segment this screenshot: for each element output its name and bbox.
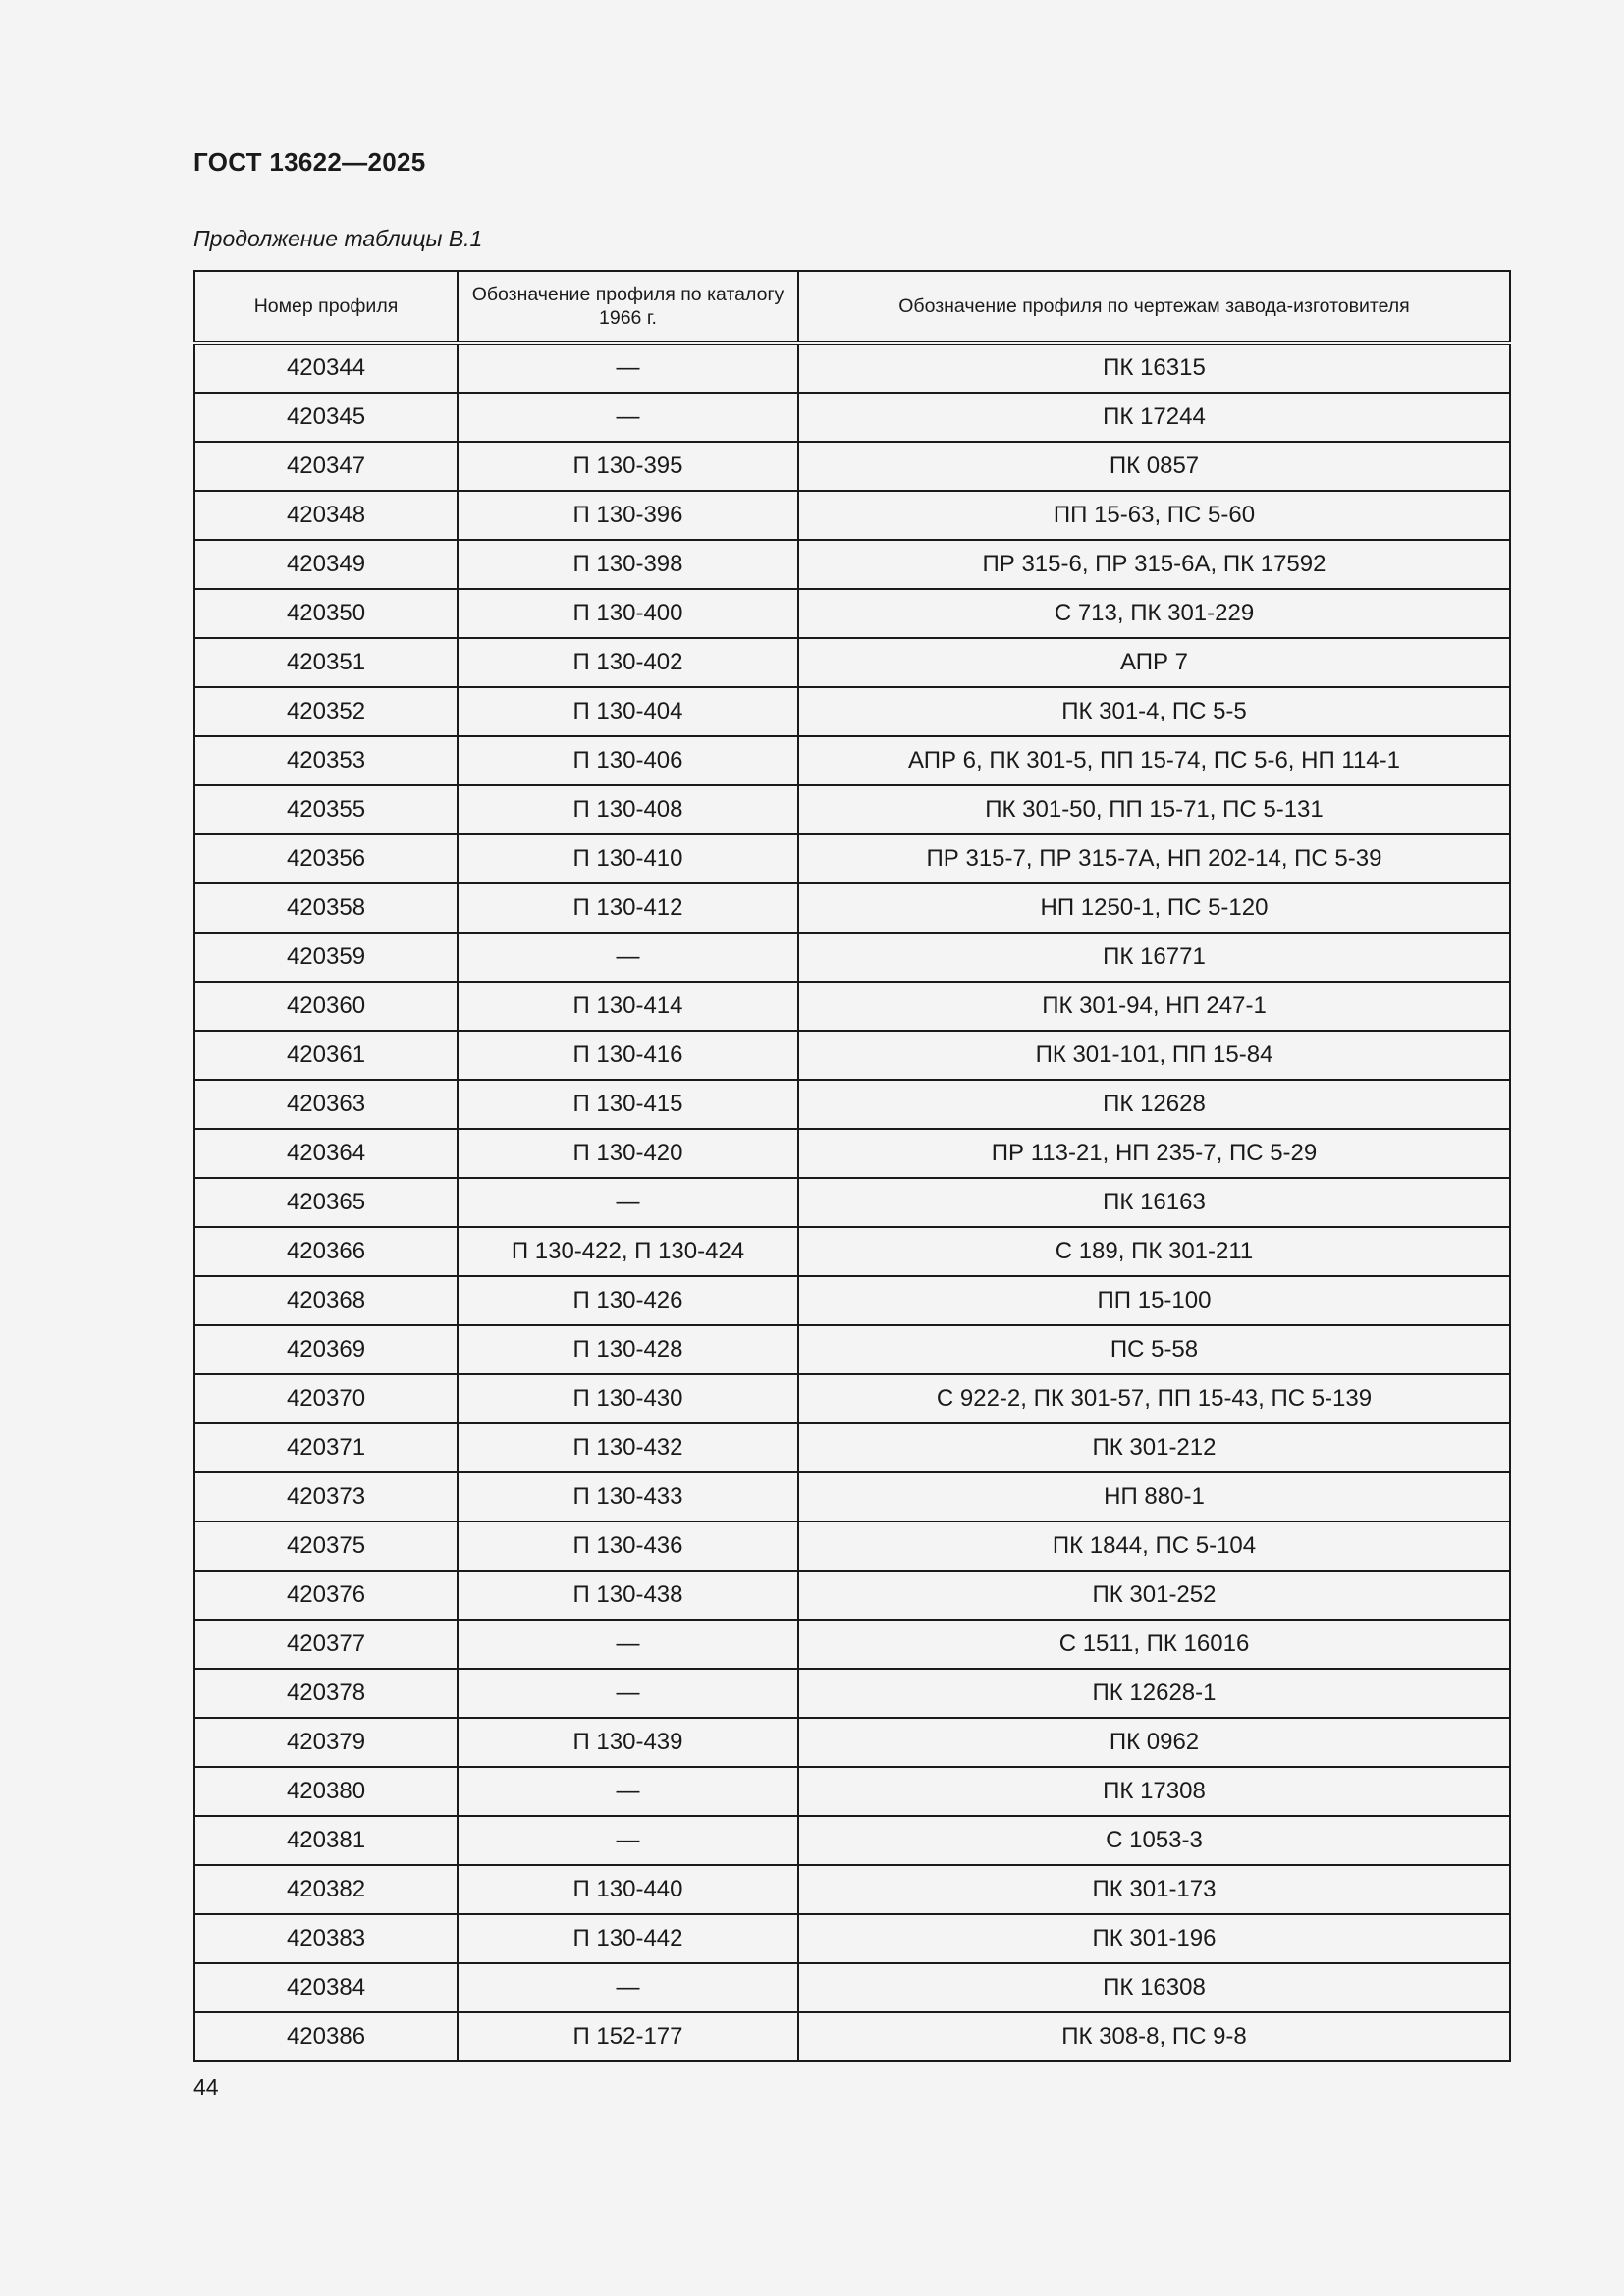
profile-number-cell: 420373: [194, 1472, 458, 1522]
factory-drawing-cell: ПК 301-173: [798, 1865, 1510, 1914]
catalog-1966-cell: П 130-396: [458, 491, 798, 540]
profile-number-cell: 420366: [194, 1227, 458, 1276]
table-row: [194, 2012, 1510, 2061]
catalog-1966-cell: —: [458, 1767, 798, 1816]
profile-number-cell: 420368: [194, 1276, 458, 1325]
factory-drawing-cell: С 1053-3: [798, 1816, 1510, 1865]
table-row: [194, 1080, 1510, 1129]
catalog-1966-cell: —: [458, 1178, 798, 1227]
profile-number-cell: 420369: [194, 1325, 458, 1374]
factory-drawing-cell: ПК 301-212: [798, 1423, 1510, 1472]
factory-drawing-cell: ПК 301-50, ПП 15-71, ПС 5-131: [798, 785, 1510, 834]
factory-drawing-cell: ПК 17308: [798, 1767, 1510, 1816]
factory-drawing-cell: ПК 301-4, ПС 5-5: [798, 687, 1510, 736]
factory-drawing-cell: АПР 7: [798, 638, 1510, 687]
table-row: [194, 589, 1510, 638]
table-row: [194, 442, 1510, 491]
profile-number-cell: 420350: [194, 589, 458, 638]
factory-drawing-cell: ПК 301-252: [798, 1571, 1510, 1620]
factory-drawing-cell: ПС 5-58: [798, 1325, 1510, 1374]
catalog-1966-cell: П 130-406: [458, 736, 798, 785]
table-row: [194, 1620, 1510, 1669]
table-row: [194, 1472, 1510, 1522]
profile-number-cell: 420344: [194, 343, 458, 393]
table-row: [194, 1227, 1510, 1276]
catalog-1966-cell: П 130-430: [458, 1374, 798, 1423]
factory-drawing-cell: ПК 16771: [798, 933, 1510, 982]
table-row: [194, 736, 1510, 785]
catalog-1966-cell: —: [458, 1816, 798, 1865]
profile-number-cell: 420380: [194, 1767, 458, 1816]
table-row: [194, 1865, 1510, 1914]
factory-drawing-cell: ПК 301-196: [798, 1914, 1510, 1963]
catalog-1966-cell: П 130-426: [458, 1276, 798, 1325]
catalog-1966-cell: П 130-436: [458, 1522, 798, 1571]
factory-drawing-cell: С 189, ПК 301-211: [798, 1227, 1510, 1276]
table-row: [194, 982, 1510, 1031]
profile-number-cell: 420384: [194, 1963, 458, 2012]
catalog-1966-cell: П 130-412: [458, 883, 798, 933]
table-row: [194, 883, 1510, 933]
catalog-1966-cell: П 130-433: [458, 1472, 798, 1522]
table-row: [194, 1374, 1510, 1423]
factory-drawing-cell: ПК 16308: [798, 1963, 1510, 2012]
profile-number-cell: 420379: [194, 1718, 458, 1767]
factory-drawing-cell: ПК 12628: [798, 1080, 1510, 1129]
factory-drawing-cell: ПК 308-8, ПС 9-8: [798, 2012, 1510, 2061]
table-row: [194, 1325, 1510, 1374]
table-header: [194, 271, 1510, 343]
table-row: [194, 1423, 1510, 1472]
catalog-1966-cell: П 130-400: [458, 589, 798, 638]
profile-number-cell: 420356: [194, 834, 458, 883]
profile-number-cell: 420386: [194, 2012, 458, 2061]
profile-number-cell: 420353: [194, 736, 458, 785]
catalog-1966-cell: П 130-440: [458, 1865, 798, 1914]
table-row: [194, 1276, 1510, 1325]
catalog-1966-cell: П 130-439: [458, 1718, 798, 1767]
header-row: [194, 271, 1510, 343]
catalog-1966-cell: П 130-416: [458, 1031, 798, 1080]
factory-drawing-cell: ПК 301-94, НП 247-1: [798, 982, 1510, 1031]
factory-drawing-cell: ПК 0962: [798, 1718, 1510, 1767]
catalog-1966-cell: П 130-408: [458, 785, 798, 834]
table-row: [194, 491, 1510, 540]
table-row: [194, 1767, 1510, 1816]
catalog-1966-cell: —: [458, 343, 798, 393]
table-body: [194, 343, 1510, 2061]
table-row: [194, 343, 1510, 393]
profile-number-cell: 420360: [194, 982, 458, 1031]
profile-number-cell: 420376: [194, 1571, 458, 1620]
catalog-1966-cell: —: [458, 1669, 798, 1718]
catalog-1966-cell: П 130-422, П 130-424: [458, 1227, 798, 1276]
factory-drawing-cell: ПР 315-7, ПР 315-7А, НП 202-14, ПС 5-39: [798, 834, 1510, 883]
profile-number-cell: 420355: [194, 785, 458, 834]
table-row: [194, 540, 1510, 589]
profile-number-cell: 420382: [194, 1865, 458, 1914]
factory-drawing-cell: С 713, ПК 301-229: [798, 589, 1510, 638]
catalog-1966-cell: П 130-432: [458, 1423, 798, 1472]
factory-drawing-cell: ПК 16163: [798, 1178, 1510, 1227]
factory-drawing-cell: ПК 12628-1: [798, 1669, 1510, 1718]
table-row: [194, 1571, 1510, 1620]
profile-number-cell: 420370: [194, 1374, 458, 1423]
factory-drawing-cell: ПК 0857: [798, 442, 1510, 491]
profile-number-cell: 420371: [194, 1423, 458, 1472]
catalog-1966-cell: П 130-442: [458, 1914, 798, 1963]
catalog-1966-cell: П 130-402: [458, 638, 798, 687]
factory-drawing-cell: С 1511, ПК 16016: [798, 1620, 1510, 1669]
factory-drawing-cell: НП 880-1: [798, 1472, 1510, 1522]
profile-number-cell: 420377: [194, 1620, 458, 1669]
table-row: [194, 1031, 1510, 1080]
table-row: [194, 1914, 1510, 1963]
table-row: [194, 834, 1510, 883]
page-number: 44: [193, 2074, 219, 2100]
catalog-1966-cell: —: [458, 933, 798, 982]
table-row: [194, 687, 1510, 736]
catalog-1966-cell: П 130-395: [458, 442, 798, 491]
catalog-1966-cell: П 130-428: [458, 1325, 798, 1374]
column-header-catalog-1966: Обозначение профиля по каталогу 1966 г.: [458, 271, 798, 343]
catalog-1966-cell: —: [458, 393, 798, 442]
table-row: [194, 638, 1510, 687]
factory-drawing-cell: ПК 301-101, ПП 15-84: [798, 1031, 1510, 1080]
profile-number-cell: 420348: [194, 491, 458, 540]
table-row: [194, 1129, 1510, 1178]
profile-number-cell: 420358: [194, 883, 458, 933]
profile-number-cell: 420381: [194, 1816, 458, 1865]
table-row: [194, 1816, 1510, 1865]
factory-drawing-cell: ПК 16315: [798, 343, 1510, 393]
column-header-factory-drawings: Обозначение профиля по чертежам завода-изготовителя: [798, 271, 1510, 343]
profiles-table: [193, 270, 1511, 2062]
catalog-1966-cell: П 152-177: [458, 2012, 798, 2061]
catalog-1966-cell: П 130-438: [458, 1571, 798, 1620]
factory-drawing-cell: ПК 17244: [798, 393, 1510, 442]
profile-number-cell: 420351: [194, 638, 458, 687]
catalog-1966-cell: П 130-398: [458, 540, 798, 589]
profile-number-cell: 420375: [194, 1522, 458, 1571]
factory-drawing-cell: НП 1250-1, ПС 5-120: [798, 883, 1510, 933]
catalog-1966-cell: —: [458, 1620, 798, 1669]
profile-number-cell: 420359: [194, 933, 458, 982]
profile-number-cell: 420361: [194, 1031, 458, 1080]
factory-drawing-cell: ПК 1844, ПС 5-104: [798, 1522, 1510, 1571]
catalog-1966-cell: П 130-404: [458, 687, 798, 736]
factory-drawing-cell: ПП 15-63, ПС 5-60: [798, 491, 1510, 540]
factory-drawing-cell: ПР 315-6, ПР 315-6А, ПК 17592: [798, 540, 1510, 589]
profile-number-cell: 420347: [194, 442, 458, 491]
profile-number-cell: 420349: [194, 540, 458, 589]
catalog-1966-cell: П 130-415: [458, 1080, 798, 1129]
table-caption: Продолжение таблицы В.1: [193, 226, 483, 251]
profile-number-cell: 420352: [194, 687, 458, 736]
table-row: [194, 1669, 1510, 1718]
profile-number-cell: 420378: [194, 1669, 458, 1718]
profile-number-cell: 420345: [194, 393, 458, 442]
factory-drawing-cell: АПР 6, ПК 301-5, ПП 15-74, ПС 5-6, НП 114-1: [798, 736, 1510, 785]
profile-number-cell: 420365: [194, 1178, 458, 1227]
document-title: ГОСТ 13622—2025: [193, 147, 426, 177]
table-row: [194, 1718, 1510, 1767]
profile-number-cell: 420364: [194, 1129, 458, 1178]
catalog-1966-cell: —: [458, 1963, 798, 2012]
table-row: [194, 1178, 1510, 1227]
table-row: [194, 1522, 1510, 1571]
column-header-profile-number: Номер профиля: [194, 271, 458, 343]
table-row: [194, 1963, 1510, 2012]
factory-drawing-cell: ПР 113-21, НП 235-7, ПС 5-29: [798, 1129, 1510, 1178]
catalog-1966-cell: П 130-414: [458, 982, 798, 1031]
table-row: [194, 393, 1510, 442]
catalog-1966-cell: П 130-420: [458, 1129, 798, 1178]
profile-number-cell: 420363: [194, 1080, 458, 1129]
catalog-1966-cell: П 130-410: [458, 834, 798, 883]
factory-drawing-cell: ПП 15-100: [798, 1276, 1510, 1325]
table-row: [194, 785, 1510, 834]
factory-drawing-cell: С 922-2, ПК 301-57, ПП 15-43, ПС 5-139: [798, 1374, 1510, 1423]
profile-number-cell: 420383: [194, 1914, 458, 1963]
table-row: [194, 933, 1510, 982]
